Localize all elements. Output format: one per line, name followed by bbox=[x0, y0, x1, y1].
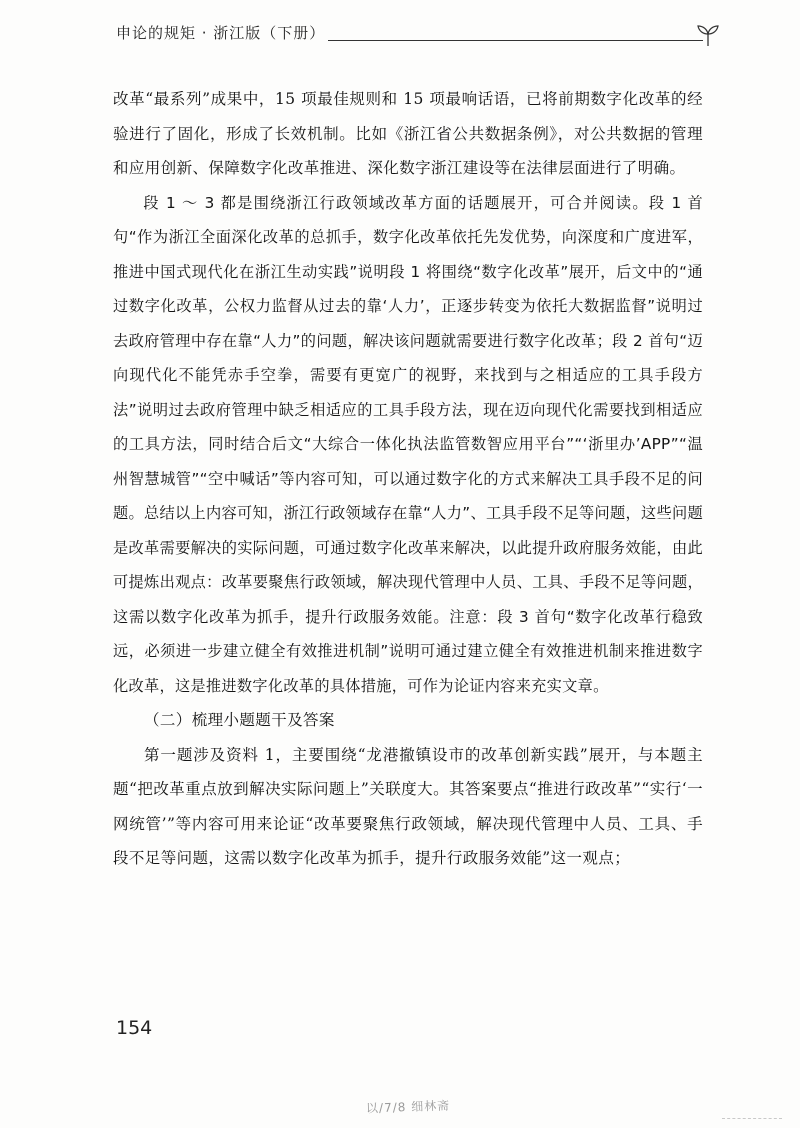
paragraph-intro: 改革“最系列”成果中，15 项最佳规则和 15 项最响话语，已将前期数字化改革的经验进行了固化，形成了长效机制。比如《浙江省公共数据条例》，对公共数据的管理和应用创新、保障数字化改革推进、深化数字浙江建设等在法律层面进行了明确。 bbox=[113, 90, 703, 177]
library-stamp: 以/7/8 细林斋 bbox=[365, 1098, 451, 1116]
header-title: 申论的规矩 · 浙江版（下册） bbox=[116, 24, 326, 42]
section-heading: （二）梳理小题题干及答案 bbox=[144, 711, 335, 729]
paragraph-analysis: 段 1 ～ 3 都是围绕浙江行政领域改革方面的话题展开，可合并阅读。段 1 首句“作为浙江全面深化改革的总抓手，数字化改革依托先发优势，向深度和广度进军，推进中国式现代化在浙江生动实践”说明段 1 将围绕“数字化改革”展开，后文中的“通过数字化改革，公权力监督从过去的靠‘人力’，正逐步转变为依托大数据监督”说明过去政府管理中存在靠“人力”的问题，解决该问题就需要进行数字化改革；段 2 首句“迈向现代化不能凭赤手空拳，需要有更宽广的视野，来找到与之相适应的工具手段方法”说明过去政府管理中缺乏相适应的工具手段方法，现在迈向现代化需要找到相适应的工具方法，同时结合后文“大综合一体化执法监管数智应用平台”“‘浙里办’APP”“温州智慧城管”“空中喊话”等内容可知，可以通过数字化的方式来解决工具手段不足的问题。总结以上内容可知，浙江行政领域存在靠“人力”、工具手段不足等问题，这些问题是改革需要解决的实际问题，可通过数字化改革来解决，以此提升政府服务效能，由此可提炼出观点：改革要聚焦行政领域，解决现代管理中人员、工具、手段不足等问题，这需以数字化改革为抓手，提升行政服务效能。注意：段 3 首句“数字化改革行稳致远，必须进一步建立健全有效推进机制”说明可通过建立健全有效推进机制来推进数字化改革，这是推进数字化改革的具体措施，可作为论证内容来充实文章。 bbox=[113, 193, 703, 695]
running-header bbox=[78, 18, 723, 48]
leaf-icon bbox=[695, 22, 721, 48]
header-rule bbox=[328, 40, 703, 41]
paragraph-question-one: 第一题涉及资料 1，主要围绕“龙港撤镇设市的改革创新实践”展开，与本题主题“把改革重点放到解决实际问题上”关联度大。其答案要点“推进行政改革”“实行‘一网统管’”等内容可用来论证“改革要聚焦行政领域，解决现代管理中人员、工具、手段不足等问题，这需以数字化改革为抓手，提升行政服务效能”这一观点； bbox=[113, 745, 703, 867]
scan-mark bbox=[722, 1118, 782, 1119]
page-number: 154 bbox=[116, 1017, 153, 1039]
page-content bbox=[113, 82, 703, 876]
